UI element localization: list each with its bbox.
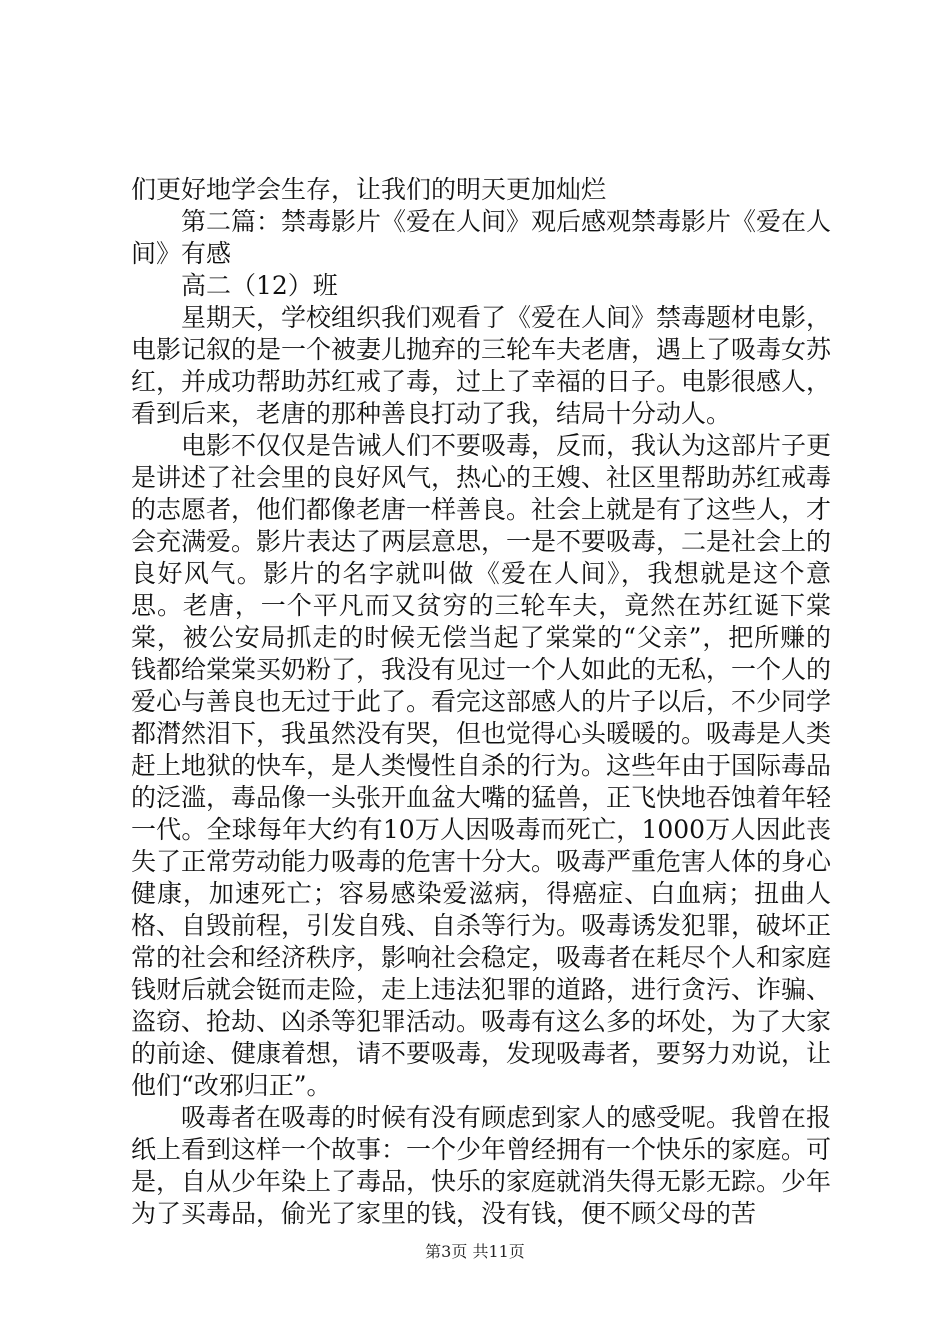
paragraph-story: 吸毒者在吸毒的时候有没有顾虑到家人的感受呢。我曾在报纸上看到这样一个故事：一个少年曾经拥有一个快乐的家庭。可是，自从少年染上了毒品，快乐的家庭就消失得无影无踪。少年为了买毒品，偷光了家里的钱，没有钱，便不顾父母的苦: [131, 1103, 832, 1228]
document-body: [131, 174, 831, 1230]
paragraph-continuation: 们更好地学会生存，让我们的明天更加灿烂: [131, 175, 607, 204]
paragraph-intro: 星期天，学校组织我们观看了《爱在人间》禁毒题材电影，电影记叙的是一个被妻儿抛弃的三轮车夫老唐，遇上了吸毒女苏红，并成功帮助苏红戒了毒，过上了幸福的日子。电影很感人，看到后来，老唐的那种善良打动了我，结局十分动人。: [131, 303, 832, 428]
paragraph-main: 电影不仅仅是告诫人们不要吸毒，反而，我认为这部片子更是讲述了社会里的良好风气，热心的王嫂、社区里帮助苏红戒毒的志愿者，他们都像老唐一样善良。社会上就是有了这些人，才会充满爱。影片表达了两层意思，一是不要吸毒，二是社会上的良好风气。影片的名字就叫做《爱在人间》，我想就是这个意思。老唐，一个平凡而又贫穷的三轮车夫，竟然在苏红诞下棠棠，被公安局抓走的时候无偿当起了棠棠的“父亲”，把所赚的钱都给棠棠买奶粉了，我没有见过一个人如此的无私，一个人的爱心与善良也无过于此了。看完这部感人的片子以后，不少同学都潸然泪下，我虽然没有哭，但也觉得心头暖暖的。吸毒是人类赶上地狱的快车，是人类慢性自杀的行为。这些年由于国际毒品的泛滥，毒品像一头张开血盆大嘴的猛兽，正飞快地吞蚀着年轻一代。全球每年大约有10万人因吸毒而死亡，1000万人因此丧失了正常劳动能力吸毒的危害十分大。吸毒严重危害人体的身心健康，加速死亡；容易感染爱滋病，得癌症、白血病；扭曲人格、自毁前程，引发自残、自杀等行为。吸毒诱发犯罪，破坏正常的社会和经济秩序，影响社会稳定，吸毒者在耗尽个人和家庭钱财后就会铤而走险，走上违法犯罪的道路，进行贪污、诈骗、盗窃、抢劫、凶杀等犯罪活动。吸毒有这么多的坏处，为了大家的前途、健康着想，请不要吸毒，发现吸毒者，要努力劝说，让他们“改邪归正”。: [131, 431, 832, 1100]
paragraph-class-label: 高二（12）班: [181, 271, 338, 300]
page-number-footer: 第3页 共11页: [425, 1242, 525, 1261]
paragraph-article-title: 第二篇：禁毒影片《爱在人间》观后感观禁毒影片《爱在人间》有感: [131, 207, 832, 268]
